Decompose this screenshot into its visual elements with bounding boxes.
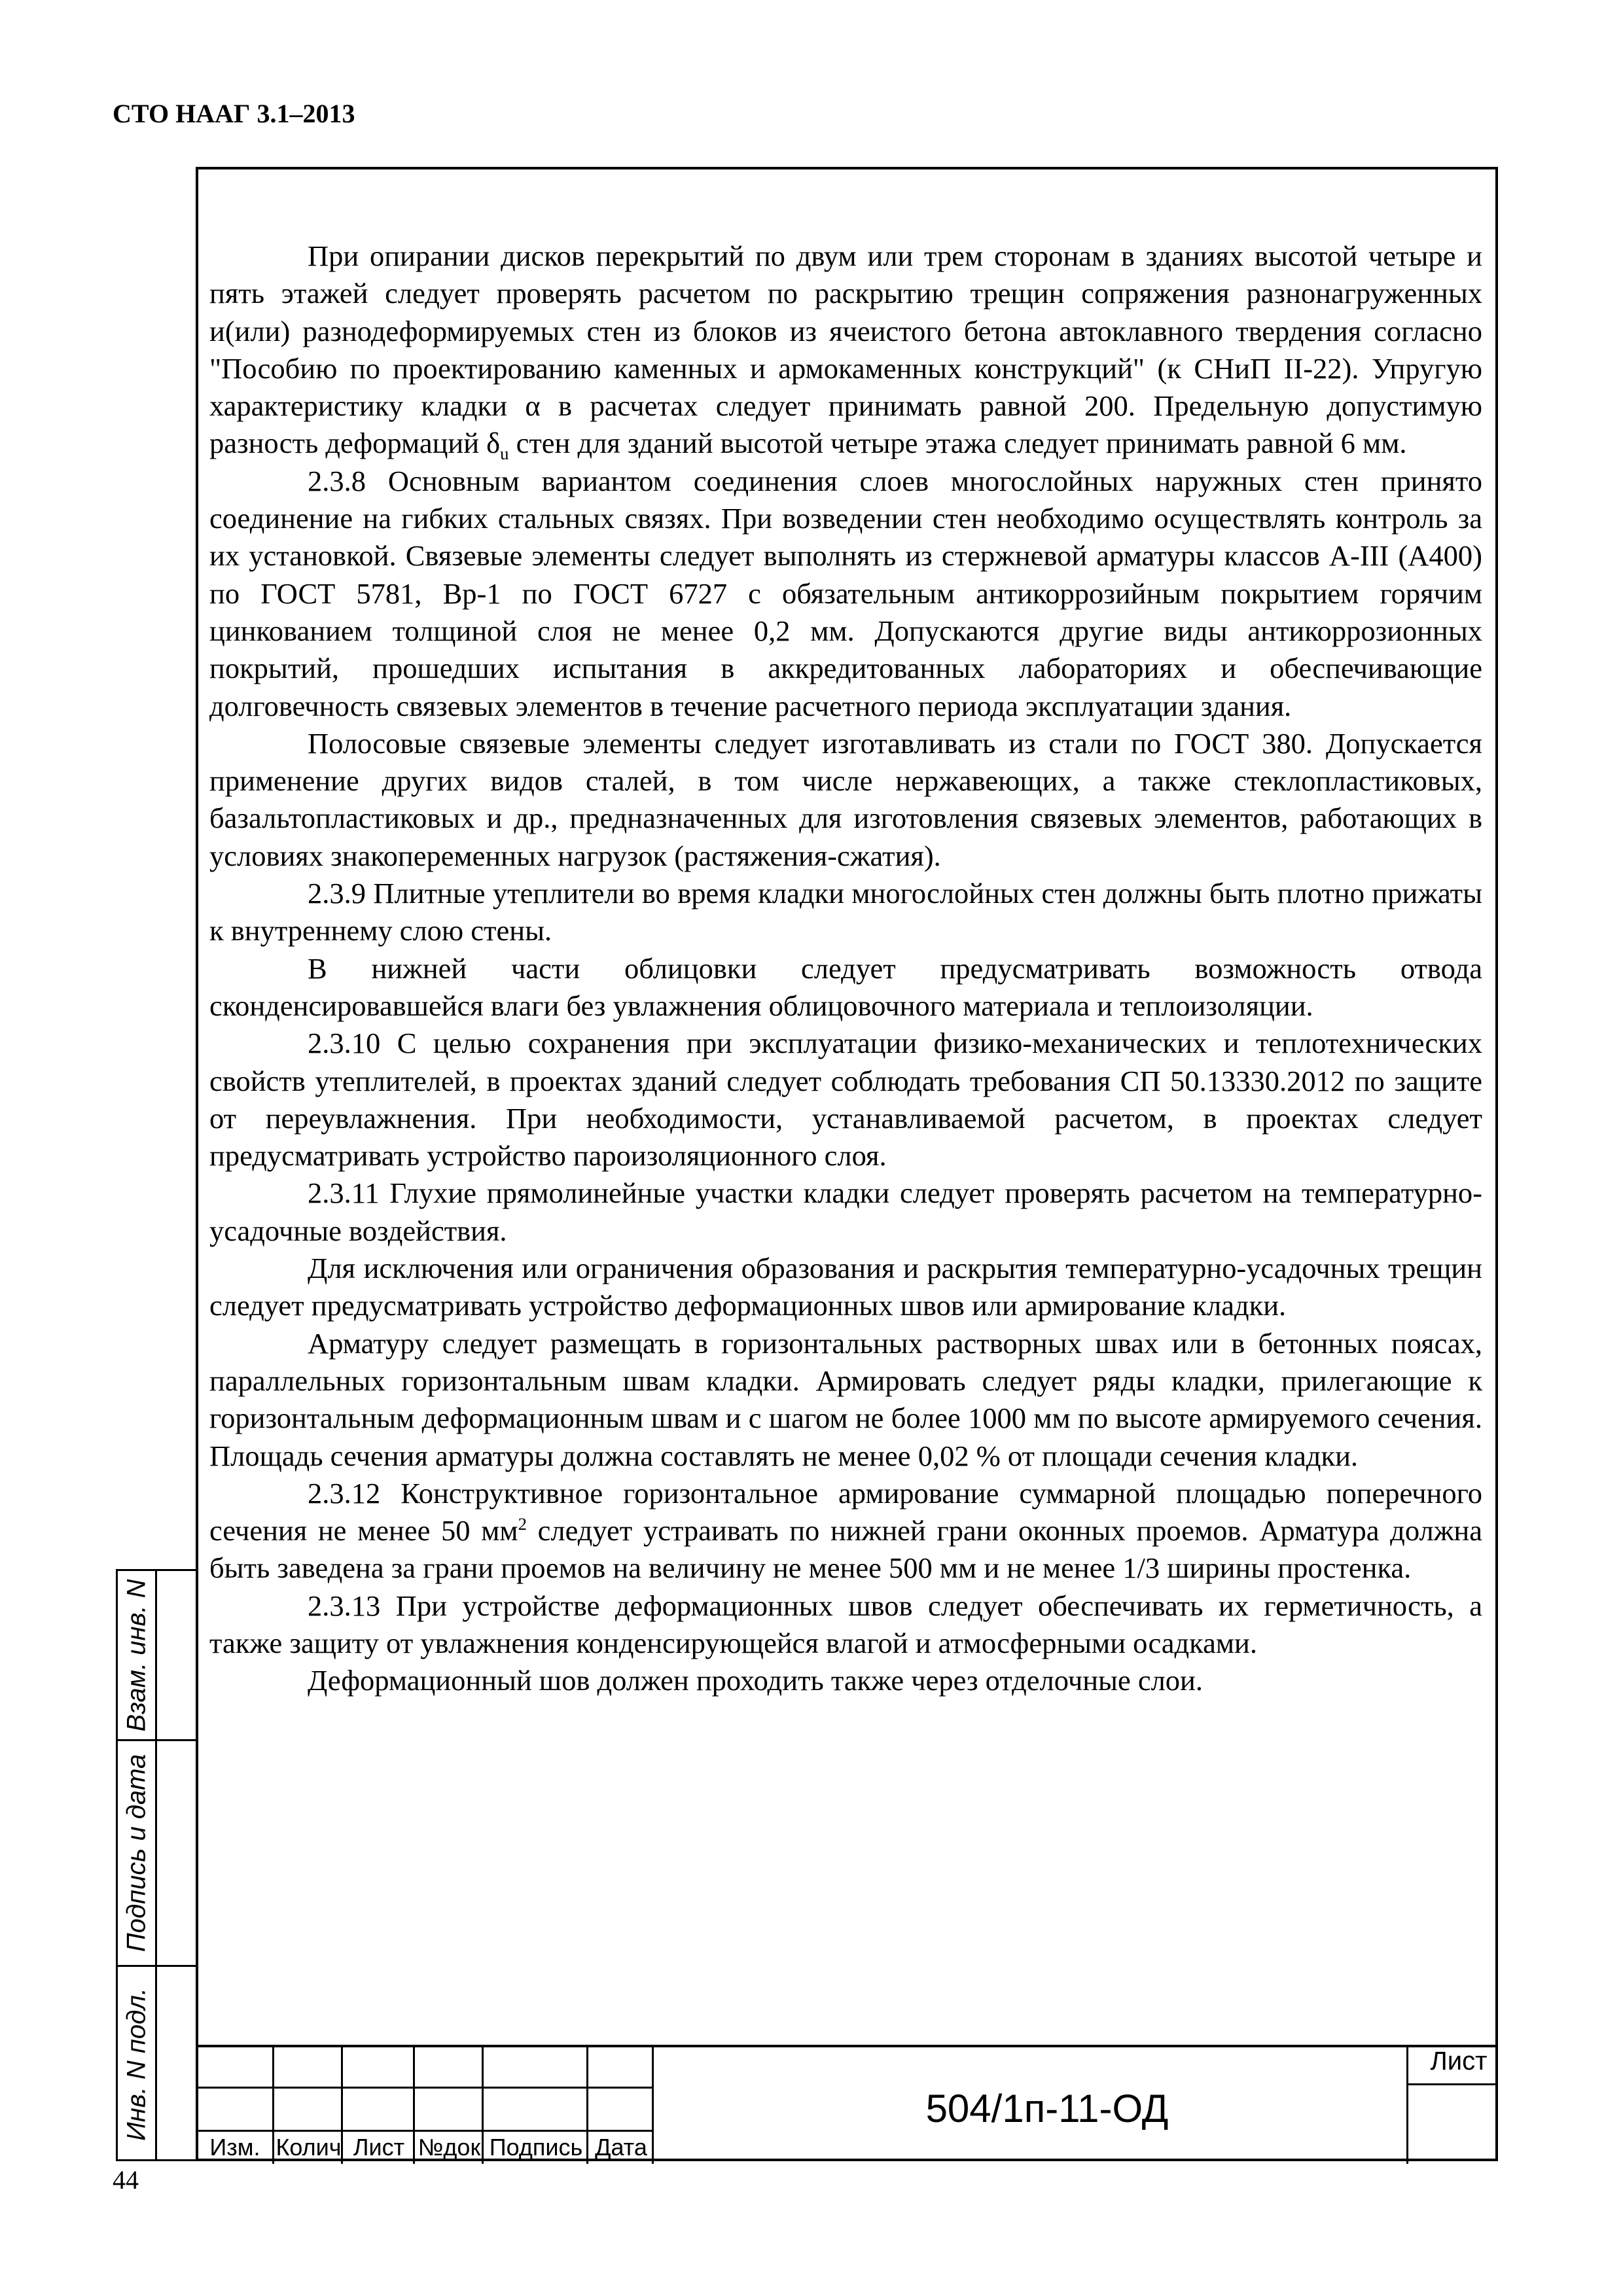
page-number: 44 <box>113 2165 139 2195</box>
document-code: 504/1п-11-ОД <box>925 2087 1169 2130</box>
side-stamp-original-inventory <box>118 1967 198 2161</box>
column-label: №док <box>418 2134 481 2161</box>
side-stamp-signature-date <box>118 1741 198 1967</box>
side-stamp-label: Взам. инв. N <box>122 1579 151 1731</box>
paragraph: 2.3.9 Плитные утеплители во время кладки многослойных стен должны быть плотно прижаты к внутреннему слою стены. <box>209 877 1482 947</box>
body-text <box>209 238 1482 1700</box>
paragraph: 2.3.12 Конструктивное горизонтальное армирование суммарной площадью поперечного сечения не менее 50 $мм^2$ следует устраивать по нижней грани оконных проемов. Арматура должна быть заведена за грани проемов на величину не менее 500 мм и не менее 1/3 ширины простенка. <box>209 1476 1483 1585</box>
column-label: Колич <box>276 2134 342 2161</box>
side-stamp <box>116 1569 196 2161</box>
paragraph: Для исключения или ограничения образования и раскрытия температурно-усадочных трещин следует предусматривать устройство деформационных швов или армирование кладки. <box>209 1252 1482 1322</box>
paragraph: 2.3.10 С целью сохранения при эксплуатации физико-механических и теплотехнических свойств утеплителей, в проектах зданий следует соблюдать требования СП 50.13330.2012 по защите от переувлажнения. При необходимости, устанавливаемой расчетом, в проектах следует предусматривать устройство пароизоляционного слоя. <box>209 1027 1482 1173</box>
paragraph: 2.3.11 Глухие прямолинейные участки кладки следует проверять расчетом на температурно-усадочные воздействия. <box>209 1176 1482 1247</box>
column-label: Лист <box>353 2134 405 2161</box>
title-block-divider <box>1406 2083 1498 2085</box>
paragraph: Арматуру следует размещать в горизонтальных растворных швах или в бетонных поясах, параллельных горизонтальным швам кладки. Армировать следует ряды кладки, прилегающие к горизонтальным деформационным швам и с шагом не более 1000 мм по высоте армируемого сечения. Площадь сечения арматуры должна составлять не менее 0,02 % от площади сечения кладки. <box>209 1326 1482 1472</box>
title-block-column <box>1406 2047 1408 2164</box>
paragraph: Деформационный шов должен проходить также через отделочные слои. <box>308 1664 1203 1697</box>
side-stamp-label: Подпись и дата <box>122 1754 151 1952</box>
paragraph: При опирании дисков перекрытий по двум или трем сторонам в зданиях высотой четыре и пять этажей следует проверять расчетом по раскрытию трещин сопряжения разнонагруженных и(или) разнодеформируемых стен из блоков из ячеистого бетона автоклавного твердения согласно "Пособию по проектированию каменных и армокаменных конструкций" (к СНиП II-22). Упругую характеристику кладки α в расчетах следует принимать равной 200. Предельную допустимую разность деформаций $\delta_u$ стен для зданий высотой четыре этажа следует принимать равной 6 мм. <box>209 239 1482 464</box>
title-block-divider <box>196 2087 654 2089</box>
document-standard-code: СТО НААГ 3.1–2013 <box>113 99 355 128</box>
column-label: Изм. <box>209 2134 260 2161</box>
paragraph: В нижней части облицовки следует предусматривать возможность отвода сконденсировавшейся влаги без увлажнения облицовочного материала и теплоизоляции. <box>209 951 1482 1022</box>
title-block-divider <box>196 2130 654 2132</box>
side-stamp-replacement-inventory <box>118 1571 198 1741</box>
column-label: Подпись <box>489 2134 583 2161</box>
side-stamp-label: Инв. N подл. <box>122 1987 151 2141</box>
paragraph: 2.3.8 Основным вариантом соединения слоев многослойных наружных стен принято соединение на гибких стальных связях. При возведении стен необходимо осуществлять контроль за их установкой. Связевые элементы следует выполнять из стержневой арматуры классов А-III (А400) по ГОСТ 5781, Вр-1 по ГОСТ 6727 с обязательным антикоррозийным покрытием горячим цинкованием толщиной слоя не менее 0,2 мм. Допускаются другие виды антикоррозионных покрытий, прошедших испытания в аккредитованных лабораториях и обеспечивающие долговечность связевых элементов в течение расчетного периода эксплуатации здания. <box>209 464 1482 722</box>
sheet-label: Лист <box>1430 2047 1488 2075</box>
paragraph: 2.3.13 При устройстве деформационных швов следует обеспечивать их герметичность, а также защиту от увлажнения конденсирующейся влагой и атмосферными осадками. <box>209 1589 1482 1659</box>
title-block <box>196 2045 1498 2161</box>
column-label: Дата <box>595 2134 647 2161</box>
paragraph: Полосовые связевые элементы следует изготавливать из стали по ГОСТ 380. Допускается применение других видов сталей, в том числе нержавеющих, а также стеклопластиковых, базальтопластиковых и др., предназначенных для изготовления связевых элементов, работающих в условиях знакопеременных нагрузок (растяжения-сжатия). <box>209 726 1482 872</box>
